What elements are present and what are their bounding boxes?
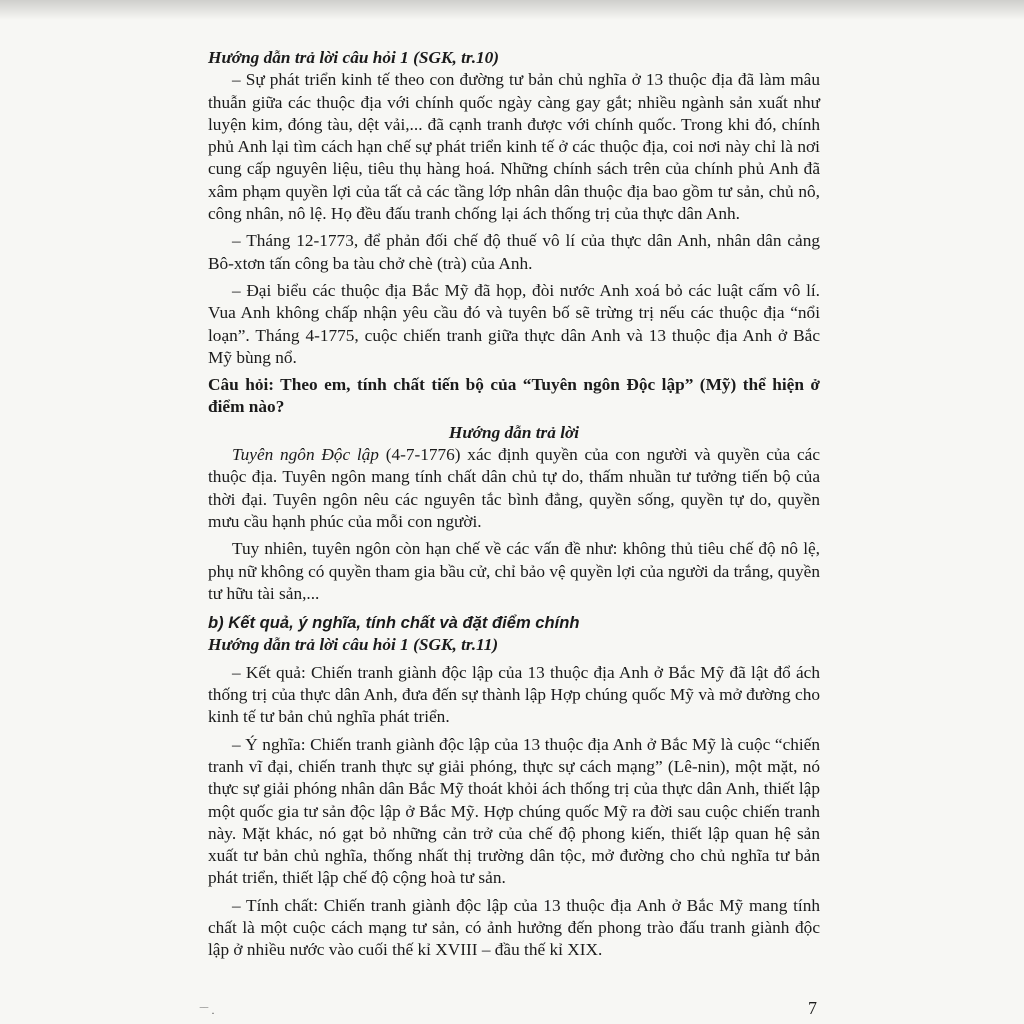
scan-top-shadow: [0, 0, 1024, 20]
paragraph-result: – Kết quả: Chiến tranh giành độc lập của 13 thuộc địa Anh ở Bắc Mỹ đã lật đổ ách thống trị của thực dân Anh, đưa đến sự thành lập Hợp chúng quốc Mỹ và mở đường cho kinh tế tư bản chủ nghĩa phát triển.: [208, 662, 820, 727]
answer-heading: Hướng dẫn trả lời: [448, 422, 580, 442]
footer-mark: ‾‾ ·: [200, 1006, 215, 1020]
paragraph-boston: – Tháng 12-1773, để phản đối chế độ thuế vô lí của thực dân Anh, nhân dân cảng Bô-xtơn tấn công ba tàu chở chè (trà) của Anh.: [208, 231, 820, 273]
heading-question-1-p10: Hướng dẫn trả lời câu hỏi 1 (SGK, tr.10): [208, 48, 500, 67]
paragraph-economy: – Sự phát triển kinh tế theo con đường tư bản chủ nghĩa ở 13 thuộc địa đã làm mâu thuẫn giữa các thuộc địa với chính quốc ngày càng gay gắt; nhiều ngành sản xuất như luyện kim, đóng tàu, dệt vải,... đã cạnh tranh được với chính quốc. Trong khi đó, chính phủ Anh lại tìm cách hạn chế sự phát triển kinh tế ở các thuộc địa, coi nơi này chỉ là nơi cung cấp nguyên liệu, tiêu thụ hàng hoá. Những chính sách trên của chính phủ Anh đã xâm phạm quyền lợi của tất cả các tầng lớp nhân dân thuộc địa bao gồm tư sản, chủ nô, công nhân, nô lệ. Họ đều đấu tranh chống lại ách thống trị của thực dân Anh.: [208, 70, 820, 224]
paragraph-nature: – Tính chất: Chiến tranh giành độc lập của 13 thuộc địa Anh ở Bắc Mỹ mang tính chất là một cuộc cách mạng tư sản, có ảnh hưởng đến phong trào đấu tranh giành độc lập ở nhiều nước vào cuối thế kỉ XVIII – đầu thế kỉ XIX.: [208, 895, 820, 960]
paragraph-meaning: – Ý nghĩa: Chiến tranh giành độc lập của 13 thuộc địa Anh ở Bắc Mỹ là cuộc “chiến tranh vĩ đại, chiến tranh thực sự giải phóng, thực sự cách mạng” (Lê-nin), một mặt, nó thực sự giải phóng nhân dân Bắc Mỹ thoát khỏi ách thống trị của thực dân Anh, thiết lập một quốc gia tư sản độc lập ở Bắc Mỹ. Hợp chúng quốc Mỹ ra đời sau cuộc chiến tranh này. Mặt khác, nó gạt bỏ những cản trở của chế độ phong kiến, thiết lập quan hệ sản xuất tư bản chủ nghĩa, thống nhất thị trường dân tộc, mở đường cho chủ nghĩa tư bản phát triển, thiết lập chế độ cộng hoà tư sản.: [208, 734, 820, 888]
paragraph-war-begins: – Đại biểu các thuộc địa Bắc Mỹ đã họp, đòi nước Anh xoá bỏ các luật cấm vô lí. Vua Anh không chấp nhận yêu cầu đó và tuyên bố sẽ trừng trị nếu các thuộc địa “nổi loạn”. Tháng 4-1775, cuộc chiến tranh giữa thực dân Anh và 13 thuộc địa Anh ở Bắc Mỹ bùng nổ.: [208, 280, 820, 367]
paragraph-declaration: [208, 444, 820, 533]
declaration-title: Tuyên ngôn Độc lập: [232, 445, 379, 465]
heading-question-1-p11: Hướng dẫn trả lời câu hỏi 1 (SGK, tr.11): [208, 635, 499, 655]
declaration-text: (4-7-1776) xác định quyền của con người và quyền của các thuộc địa. Tuyên ngôn mang tính chất dân chủ tự do, thấm nhuần tư tưởng tiến bộ của thời đại. Tuyên ngôn nêu các nguyên tắc bình đẳng, quyền sống, quyền tự do, quyền mưu cầu hạnh phúc của mỗi con người.: [208, 445, 820, 531]
question-declaration: Câu hỏi: Theo em, tính chất tiến bộ của “Tuyên ngôn Độc lập” (Mỹ) thể hiện ở điểm nào?: [208, 375, 820, 417]
page-number: 7: [808, 998, 817, 1018]
page-body: [208, 47, 820, 962]
section-b-heading: b) Kết quả, ý nghĩa, tính chất và đặt điểm chính: [208, 613, 580, 633]
paragraph-limitations: Tuy nhiên, tuyên ngôn còn hạn chế về các vấn đề như: không thủ tiêu chế độ nô lệ, phụ nữ không có quyền tham gia bầu cử, chỉ bảo vệ quyền lợi của người da trắng, quyền tư hữu tài sản,...: [208, 539, 820, 603]
